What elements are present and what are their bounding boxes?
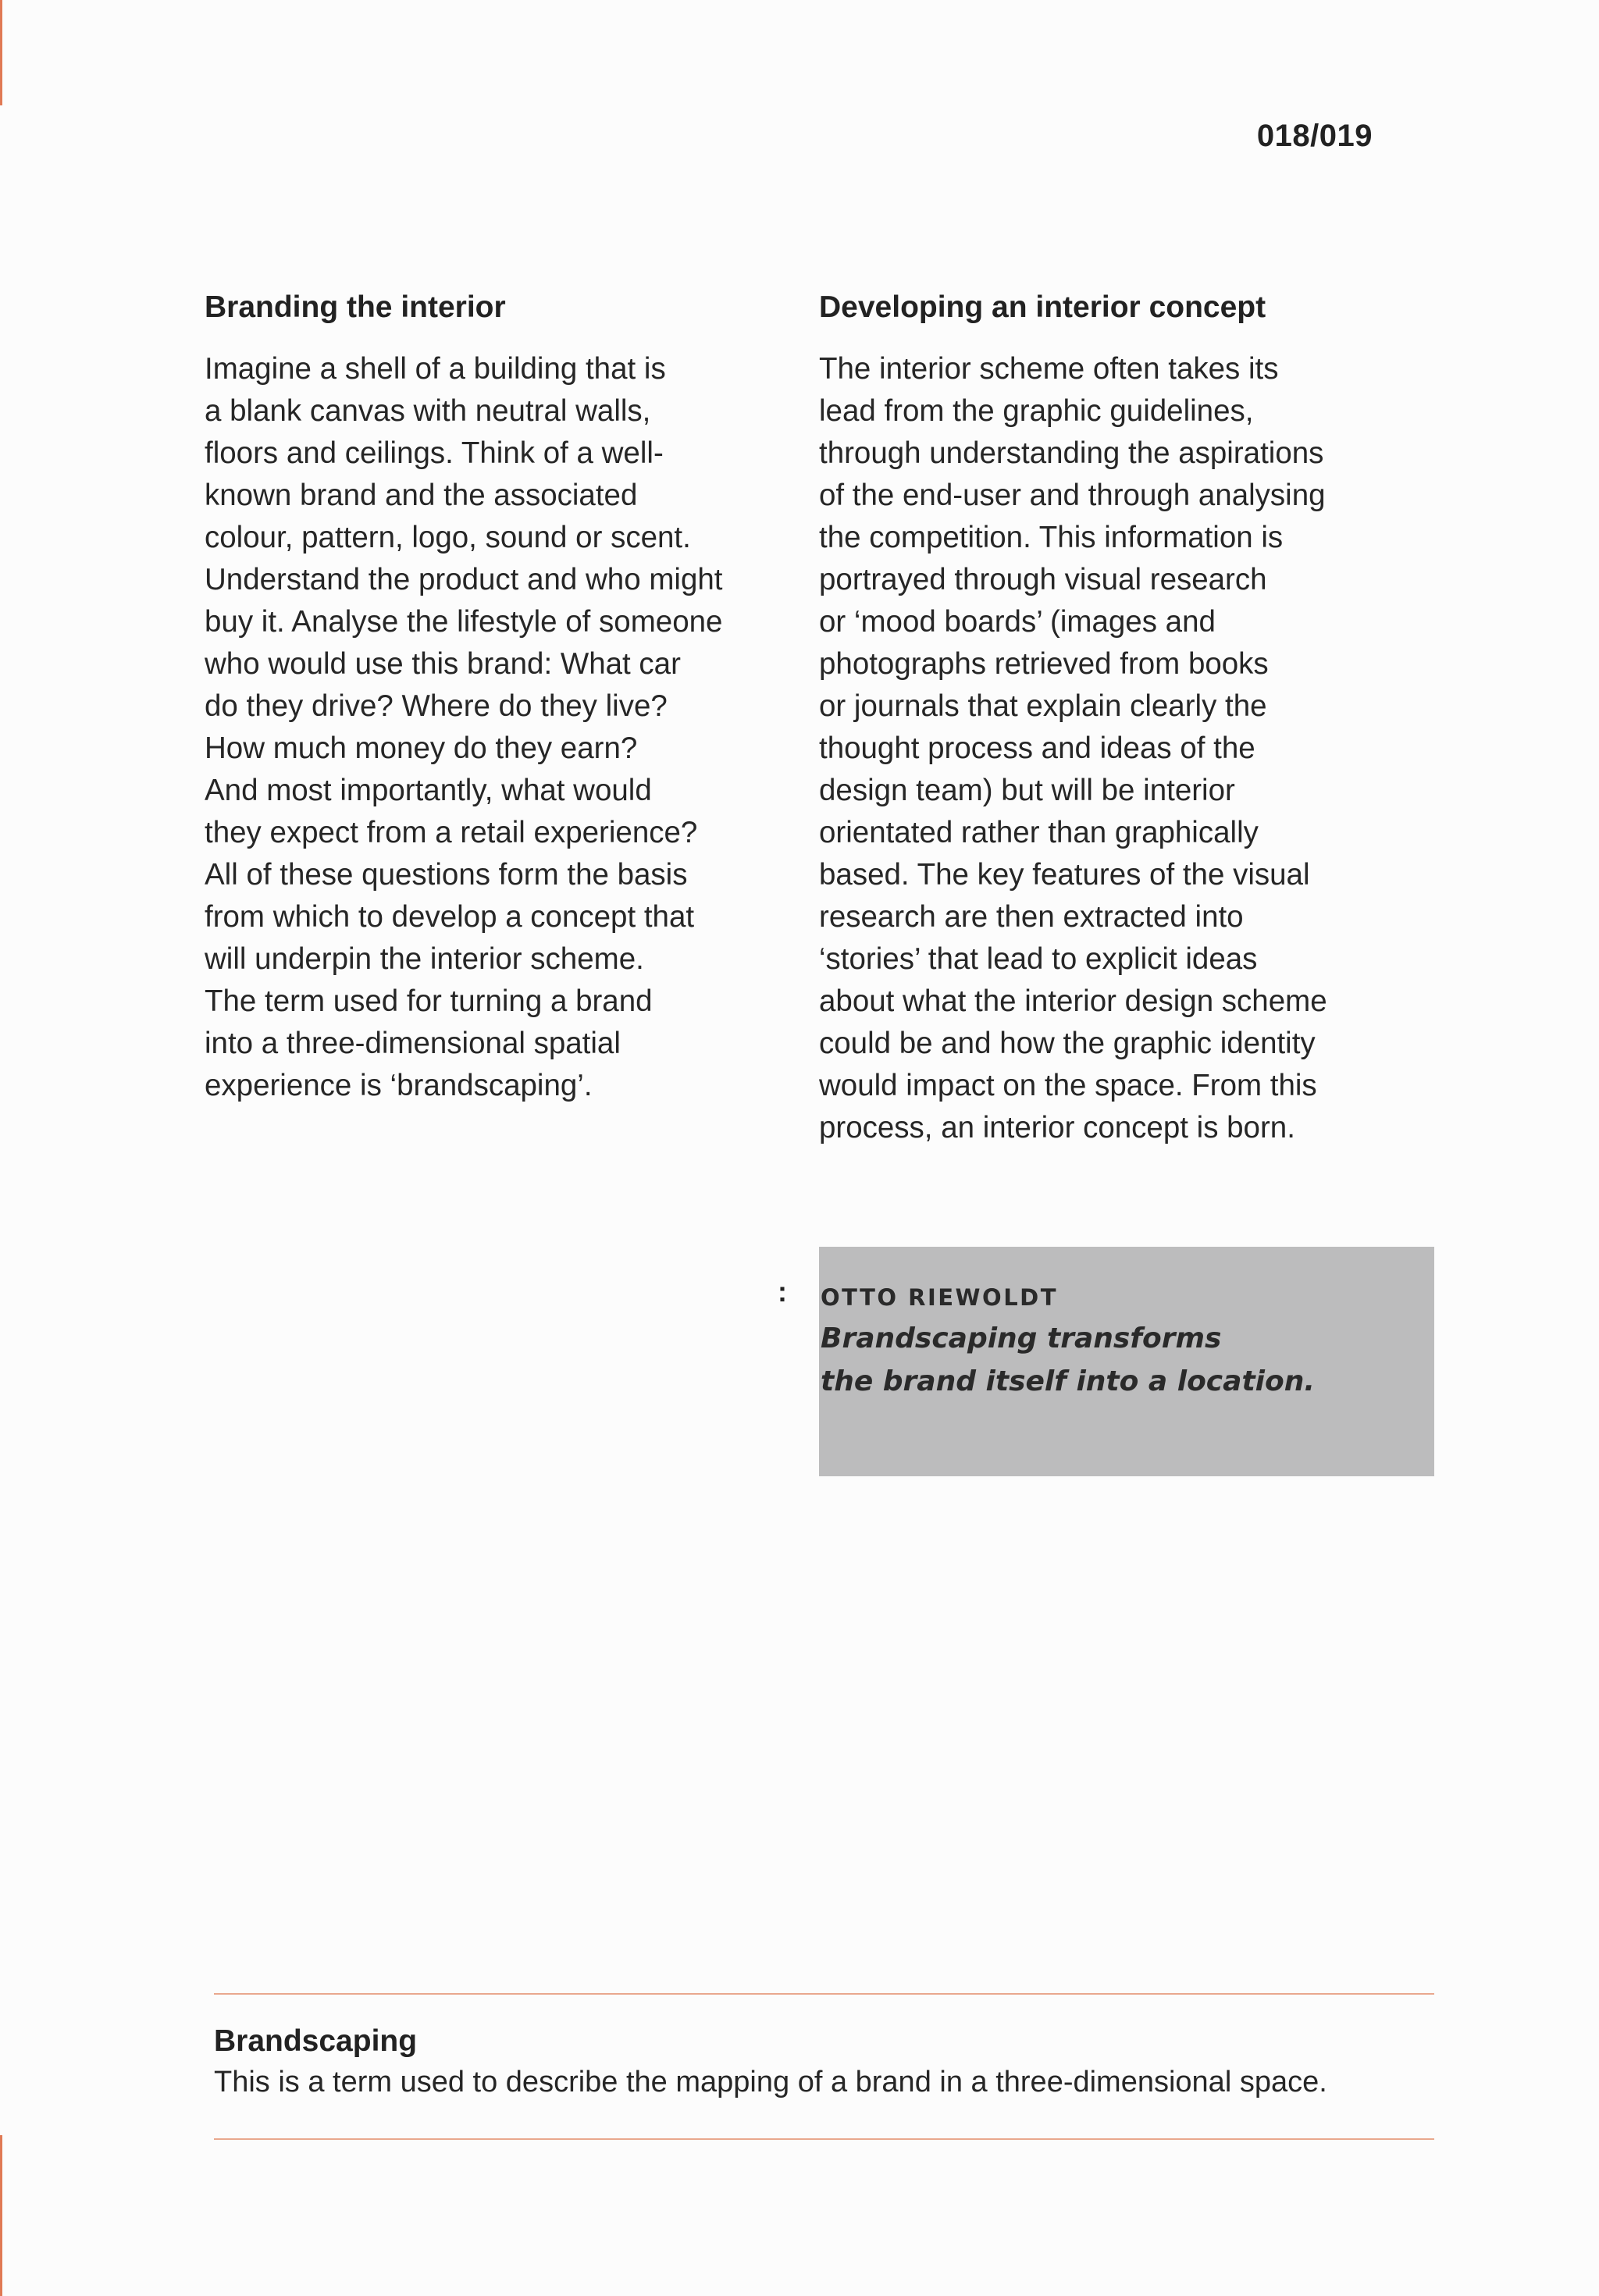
body-line: How much money do they earn? [205, 732, 638, 765]
quote-line: Brandscaping transforms [821, 1322, 1222, 1354]
body-line: The interior scheme often takes its [819, 352, 1279, 386]
right-column [819, 287, 1405, 1149]
body-line: or journals that explain clearly the [819, 689, 1267, 723]
body-line: design team) but will be interior [819, 774, 1235, 807]
body-line: could be and how the graphic identity [819, 1027, 1316, 1060]
body-line: buy it. Analyse the lifestyle of someone [205, 605, 723, 639]
body-line: Imagine a shell of a building that is [205, 352, 666, 386]
quote-author: OTTO RIEWOLDT [821, 1284, 1059, 1311]
body-line: will underpin the interior scheme. [205, 942, 644, 976]
body-line: experience is ‘brandscaping’. [205, 1069, 593, 1102]
body-line: a blank canvas with neutral walls, [205, 394, 651, 428]
quote-marker: : [778, 1276, 787, 1308]
body-line: portrayed through visual research [819, 563, 1267, 596]
body-line: into a three-dimensional spatial [205, 1027, 621, 1060]
left-column-heading: Branding the interior [205, 290, 506, 324]
body-line: Understand the product and who might [205, 563, 723, 596]
body-line: do they drive? Where do they live? [205, 689, 668, 723]
body-line: lead from the graphic guidelines, [819, 394, 1254, 428]
body-line: would impact on the space. From this [819, 1069, 1317, 1102]
right-column-body [819, 348, 1405, 1149]
body-line: about what the interior design scheme [819, 984, 1327, 1018]
body-line: known brand and the associated [205, 479, 638, 512]
glossary-rule-bottom [214, 2138, 1434, 2140]
body-line: who would use this brand: What car [205, 647, 681, 681]
body-line: thought process and ideas of the [819, 732, 1255, 765]
body-line: the competition. This information is [819, 521, 1284, 554]
page-number: 018/019 [1256, 119, 1373, 153]
body-line: ‘stories’ that lead to explicit ideas [819, 942, 1258, 976]
body-line: through understanding the aspirations [819, 436, 1324, 470]
edge-accent-mark-top [0, 0, 2, 105]
body-line: The term used for turning a brand [205, 984, 653, 1018]
body-line: orientated rather than graphically [819, 816, 1259, 849]
quote-text [821, 1317, 1315, 1403]
glossary-definition: This is a term used to describe the mapping of a brand in a three-dimensional space. [214, 2066, 1327, 2098]
body-line: photographs retrieved from books [819, 647, 1269, 681]
body-line: process, an interior concept is born. [819, 1111, 1295, 1144]
body-line: floors and ceilings. Think of a well- [205, 436, 664, 470]
body-line: And most importantly, what would [205, 774, 652, 807]
pull-quote-box [819, 1247, 1434, 1476]
body-line: they expect from a retail experience? [205, 816, 698, 849]
left-column [205, 287, 775, 1107]
glossary-rule-top [214, 1993, 1434, 1995]
body-line: based. The key features of the visual [819, 858, 1310, 892]
edge-accent-mark-bottom [0, 2135, 2, 2296]
body-line: from which to develop a concept that [205, 900, 695, 934]
body-line: colour, pattern, logo, sound or scent. [205, 521, 691, 554]
body-line: research are then extracted into [819, 900, 1244, 934]
right-column-heading: Developing an interior concept [819, 290, 1266, 324]
left-column-body [205, 348, 775, 1107]
quote-line: the brand itself into a location. [821, 1365, 1316, 1397]
body-line: All of these questions form the basis [205, 858, 688, 892]
body-line: of the end-user and through analysing [819, 479, 1326, 512]
glossary-term: Brandscaping [214, 2024, 418, 2058]
body-line: or ‘mood boards’ (images and [819, 605, 1216, 639]
